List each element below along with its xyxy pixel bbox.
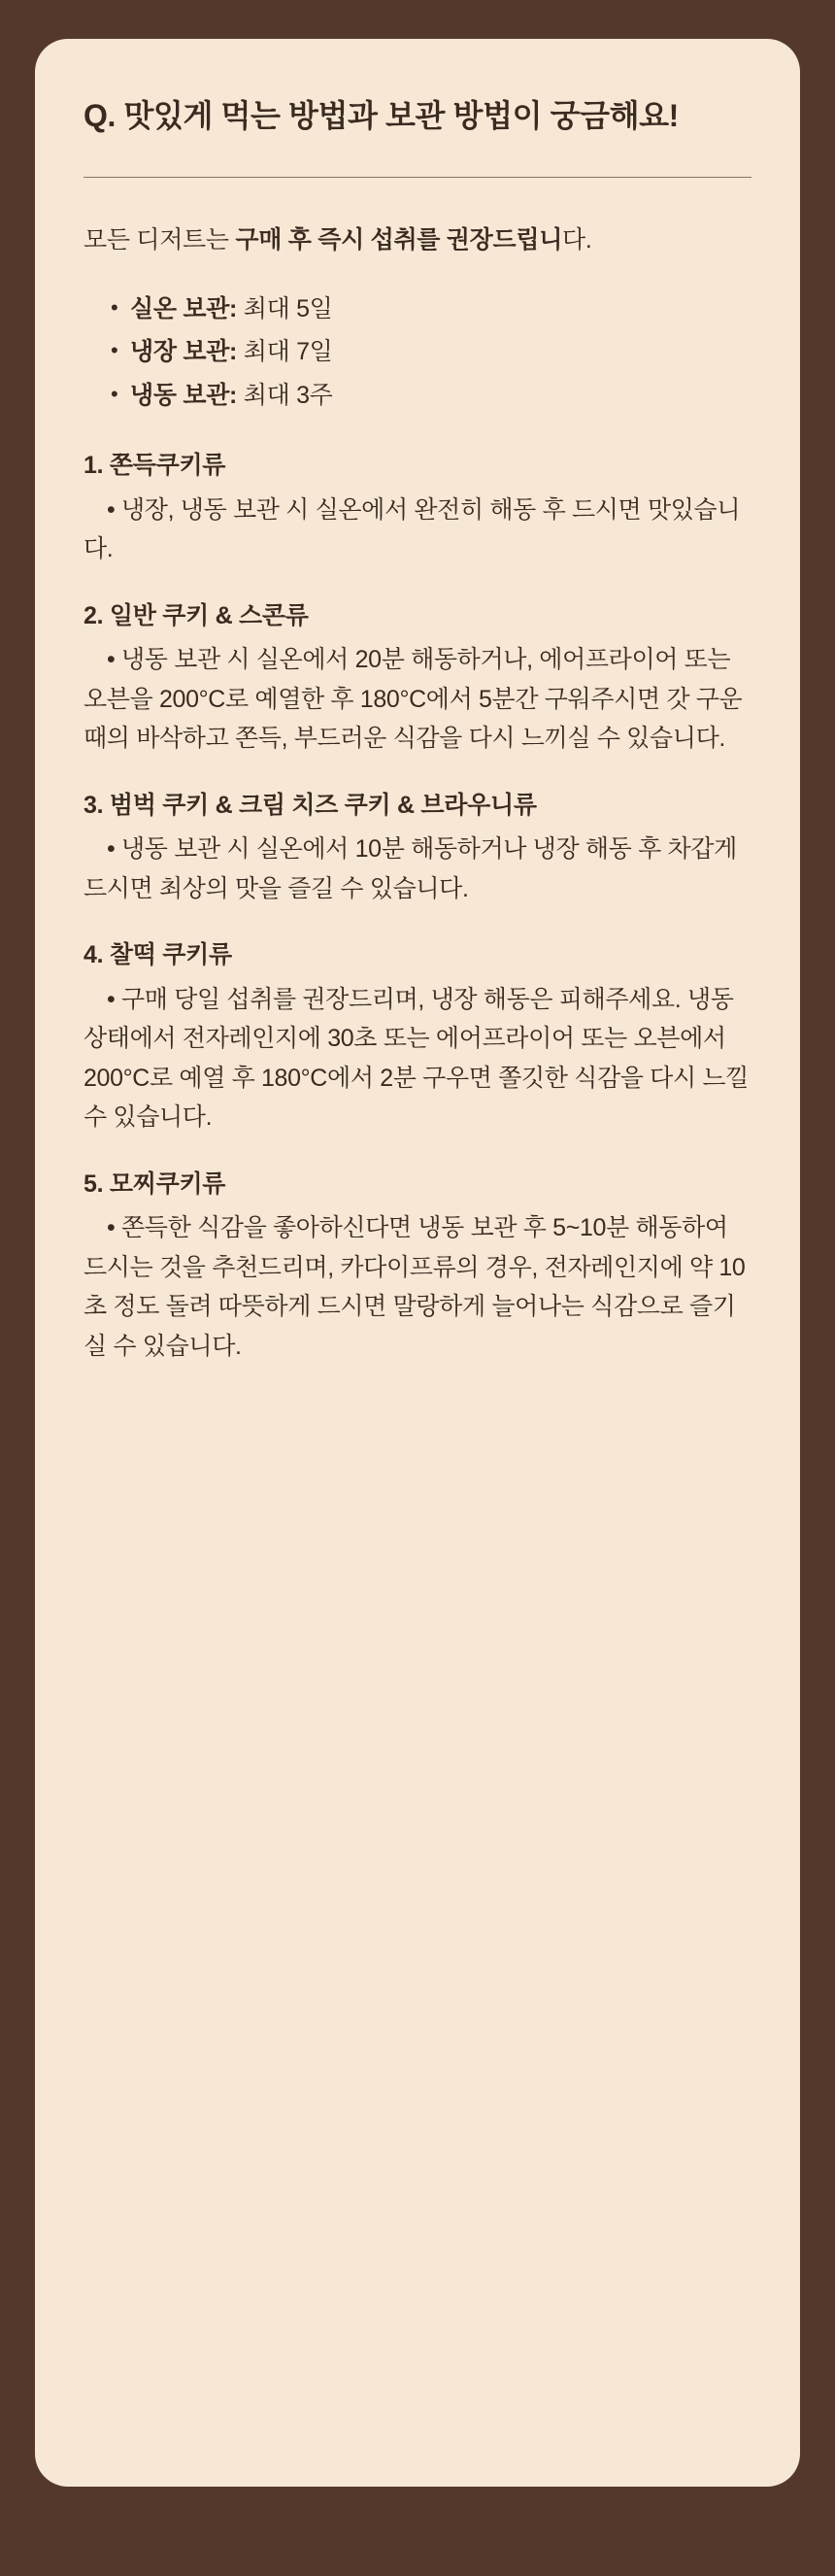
storage-value: 최대 7일 [237, 338, 333, 366]
storage-value: 최대 3주 [237, 381, 333, 409]
faq-section [84, 598, 752, 759]
faq-card [35, 39, 800, 2487]
section-body: • 쫀득한 식감을 좋아하신다면 냉동 보관 후 5~10분 해동하여 드시는 것을 추천드리며, 카다이프류의 경우, 전자레인지에 약 10초 정도 돌려 따뜻하게 드시면 말랑하게 늘어나는 식감으로 즐기실 수 있습니다. [84, 1214, 746, 1360]
list-item [109, 289, 752, 329]
intro-paragraph [84, 220, 752, 260]
list-item [109, 332, 752, 372]
intro-emphasis: 구매 후 즉시 섭취를 권장드립니 [235, 226, 563, 254]
section-heading: 3. 범벅 쿠키 & 크림 치즈 쿠키 & 브라우니류 [84, 791, 537, 819]
faq-section [84, 1167, 752, 1367]
section-body: • 냉장, 냉동 보관 시 실온에서 완전히 해동 후 드시면 맛있습니다. [84, 495, 741, 563]
title-divider [84, 177, 752, 178]
intro-suffix: 다. [562, 226, 592, 254]
section-heading: 1. 쫀득쿠키류 [84, 452, 226, 480]
intro-prefix: 모든 디저트는 [84, 226, 236, 254]
storage-bullet-list [84, 289, 752, 416]
storage-label: 냉장 보관: [130, 338, 238, 366]
list-item [109, 376, 752, 416]
section-heading: 4. 찰떡 쿠키류 [84, 941, 232, 969]
storage-value: 최대 5일 [237, 294, 333, 322]
faq-section [84, 448, 752, 569]
section-body: • 냉동 보관 시 실온에서 10분 해동하거나 냉장 해동 후 차갑게 드시면 최상의 맛을 즐길 수 있습니다. [84, 835, 737, 902]
section-body: • 구매 당일 섭취를 권장드리며, 냉장 해동은 피해주세요. 냉동 상태에서 전자레인지에 30초 또는 에어프라이어 또는 오븐에서 200°C로 예열 후 180°C에서 2분 구우면 쫄깃한 식감을 다시 느낄 수 있습니다. [84, 985, 749, 1132]
page-title: Q. 맛있게 먹는 방법과 보관 방법이 궁금해요! [84, 98, 679, 133]
storage-label: 냉동 보관: [130, 381, 238, 409]
storage-label: 실온 보관: [130, 294, 238, 322]
section-heading: 2. 일반 쿠키 & 스콘류 [84, 601, 309, 629]
section-heading: 5. 모찌쿠키류 [84, 1169, 226, 1198]
faq-section [84, 788, 752, 909]
faq-section [84, 937, 752, 1137]
section-body: • 냉동 보관 시 실온에서 20분 해동하거나, 에어프라이어 또는 오븐을 200°C로 예열한 후 180°C에서 5분간 구워주시면 갓 구운 때의 바삭하고 쫀득, 부드러운 식감을 다시 느끼실 수 있습니다. [84, 646, 743, 753]
